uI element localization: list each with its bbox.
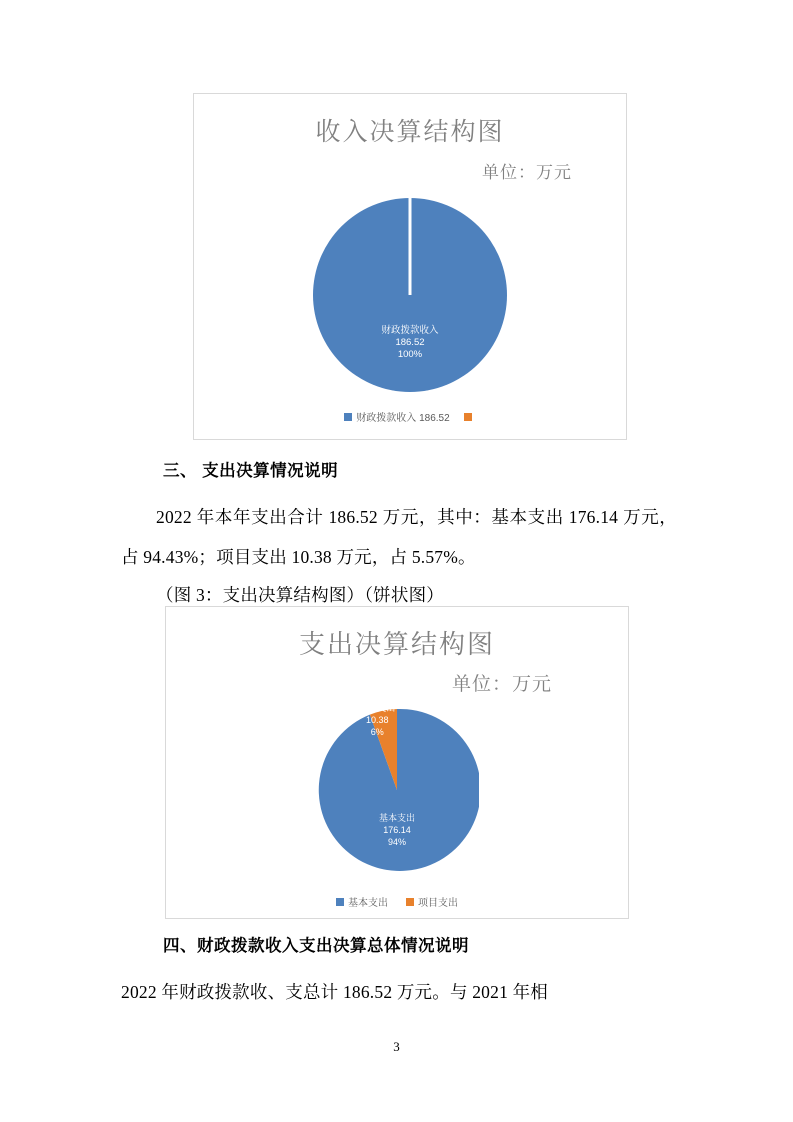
heading-section-three: 三、 支出决算情况说明 [163,462,339,480]
pie-slice-label-percent: 6% [370,727,384,737]
pie-slice-label-name: 项目支出 [359,703,396,713]
legend-swatch-icon [336,898,344,906]
legend-label: 财政拨款收入 186.52 [356,413,450,424]
legend-item-secondary [464,413,476,421]
pie-slice-label-financial-allocation [381,325,438,361]
pie-slice-label-basic-expense [379,812,415,848]
heading-section-four: 四、财政拨款收入支出决算总体情况说明 [163,937,469,955]
legend-swatch-icon [464,413,472,421]
chart-title: 支出决算结构图 [298,630,495,659]
pie-slice-label-value: 10.38 [366,715,389,725]
chart-unit-label: 单位：万元 [482,163,572,182]
page-number: 3 [393,1039,400,1054]
chart-legend [166,894,628,909]
figure-caption-expense: （图 3：支出决算结构图）（饼状图） [156,585,444,605]
pie-chart-expense [315,703,479,872]
paragraph-allocation-total: 2022 年财政拨款收、支总计 186.52 万元。与 2021 年相 [121,982,548,1002]
chart-legend [194,409,626,424]
chart-expense-structure [165,606,629,919]
pie-chart-income [312,197,508,393]
legend-item-project-expense [406,894,458,909]
pie-svg [312,197,508,393]
pie-slice-label-percent: 94% [387,837,407,847]
chart-unit-label: 单位：万元 [451,674,552,695]
pie-slice-label-value: 186.52 [395,337,425,348]
pie-slice-label-value: 176.14 [383,825,411,835]
pie-slice-label-name: 财政拨款收入 [381,325,439,336]
pie-slice-label-project-expense [359,702,395,738]
paragraph-expense-summary: 2022 年本年支出合计 186.52 万元，其中：基本支出 176.14 万元，占 94.43%；项目支出 10.38 万元，占 5.57%。 [121,507,677,567]
legend-swatch-icon [406,898,414,906]
legend-label: 基本支出 [348,898,388,909]
legend-label: 项目支出 [418,898,458,909]
chart-income-structure [193,93,627,440]
chart-title: 收入决算结构图 [315,119,505,146]
pie-slice-label-percent: 100% [397,349,423,360]
pie-slice-label-name: 基本支出 [378,813,416,823]
legend-item-financial-allocation [344,409,449,424]
legend-swatch-icon [344,413,352,421]
legend-item-basic-expense [336,894,388,909]
